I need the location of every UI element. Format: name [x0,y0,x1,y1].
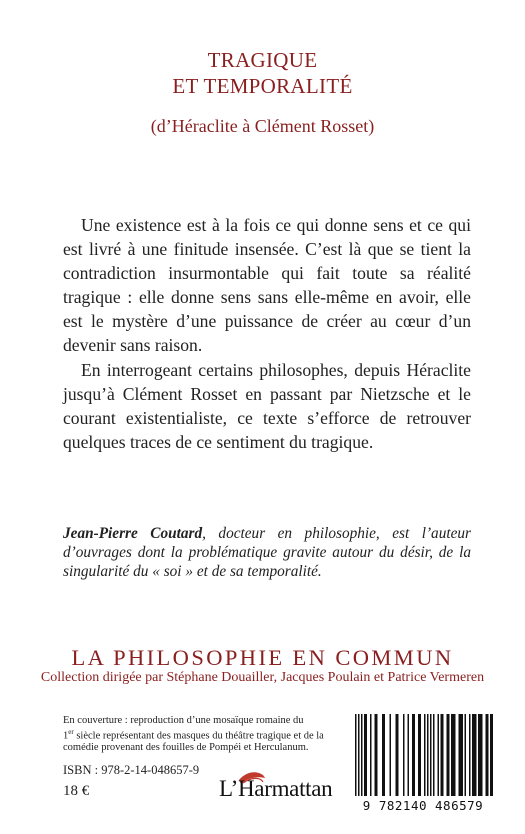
author-bio [63,524,471,581]
barcode-bar [447,714,450,796]
barcode-bar [396,714,399,796]
isbn: ISBN : 978-2-14-048657-9 [63,763,200,777]
summary-paragraph-1 [63,213,471,357]
barcode-bar [438,714,440,796]
barcode-bar [382,714,385,796]
author-description: , docteur en philosophie, est l’auteur d’ouvrages dont la problématique gravite autour du désir, de la singularité du « soi » et de sa temporalité. [63,525,471,580]
barcode-bar [370,714,372,796]
barcode-bar [424,714,426,796]
book-title-line2: ET TEMPORALITÉ [172,74,353,98]
credits-line-2-rest: siècle représentant des masques du théâtre tragique et de la [73,730,324,741]
publisher-logo [219,770,339,810]
author-name: Jean-Pierre Coutard [63,525,203,542]
barcode-bar [390,714,392,796]
barcode-bar [403,714,405,796]
barcode-bar [408,714,410,796]
summary-paragraph-2-text: En interrogeant certains philosophes, depuis Héraclite jusqu’à Clément Rosset en passant par Nietzsche et le courant existentialiste, ce texte s’efforce de retrouver quelques traces de ce sentiment du tragique. [63,360,471,452]
barcode-bar [478,714,483,796]
publisher-name: L’Harmattan [219,776,333,801]
barcode-bar [355,714,357,796]
barcode-bars [351,710,495,798]
book-title-line1: TRAGIQUE [207,48,318,72]
price: 18 € [63,783,90,799]
barcode-bar [459,714,464,796]
barcode-bar [412,714,415,796]
barcode-digits: 9 782140 486579 [362,798,484,813]
barcode-bar [364,714,367,796]
barcode-bar [418,714,421,796]
barcode-bar [486,714,489,796]
barcode-bar [441,714,444,796]
barcode [343,708,503,822]
barcode-bar [427,714,429,796]
summary-paragraph-2 [63,358,471,454]
barcode-bar [433,714,435,796]
barcode-bar [472,714,477,796]
barcode-bar [490,714,493,796]
book-subtitle: (d’Héraclite à Clément Rosset) [150,116,375,136]
collection-directors: Collection dirigée par Stéphane Douailler, Jacques Poulain et Patrice Vermeren [40,670,485,685]
barcode-bar [451,714,456,796]
barcode-bar [361,714,363,796]
barcode-bar [469,714,471,796]
barcode-bar [430,714,432,796]
barcode-bar [375,714,378,796]
barcode-bar [465,714,467,796]
credits-century-number: 1 [63,730,69,741]
barcode-bar [358,714,360,796]
credits-line-3: comédie provenant des fouilles de Pompéi et Herculanum. [63,741,309,753]
credits-line-1: En couverture : reproduction d’une mosaïque romaine du [63,715,304,726]
credits-century-suffix: er [68,727,74,736]
summary-paragraph-1-text: Une existence est à la fois ce qui donne sens et ce qui est livré à une finitude insensée. C’est là que se tient la contradiction insurmontable qui fait toute sa réalité tragique : elle donne sens sans elle-même en avoir, elle est le mystère d’une puissance de créer au cœur d’un devenir sans raison. [63,215,471,355]
collection-title: LA PHILOSOPHIE EN COMMUN [71,645,454,670]
